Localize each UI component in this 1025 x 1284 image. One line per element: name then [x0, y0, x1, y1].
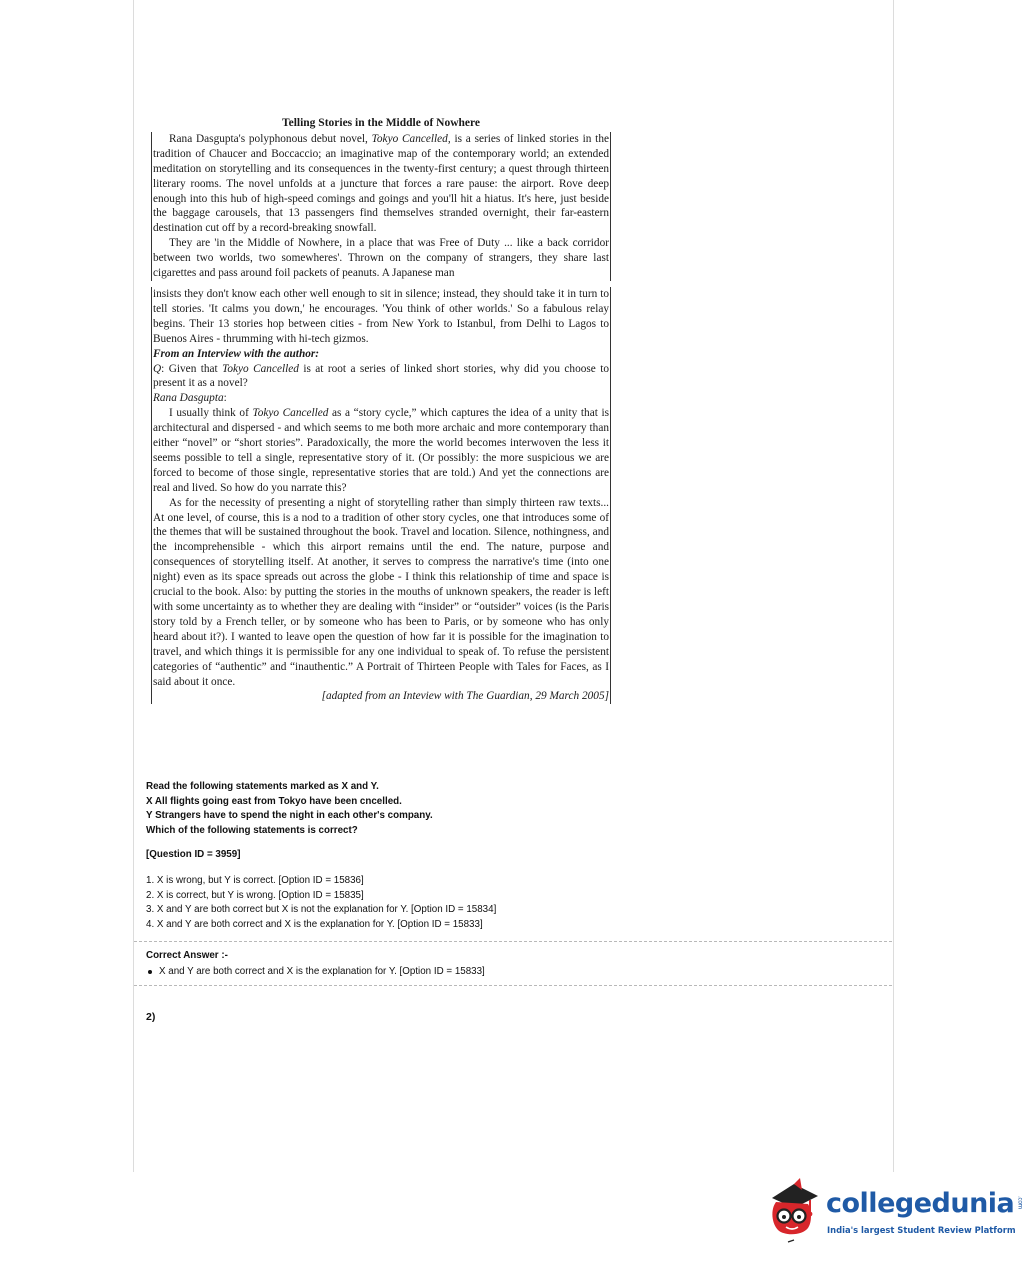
correct-answer-row — [146, 964, 485, 980]
passage-source: [adapted from an Inteview with The Guardian, 29 March 2005] — [321, 690, 609, 703]
passage-box-bottom — [151, 287, 611, 704]
question-statement: Read the following statements marked as X and Y. — [146, 781, 379, 792]
option-1: 1. X is wrong, but Y is correct. [Option ID = 15836] — [146, 874, 364, 886]
option-3: 3. X and Y are both correct but X is not the explanation for Y. [Option ID = 15834] — [146, 904, 497, 916]
mascot-icon — [764, 1176, 826, 1248]
correct-answer-label: Correct Answer :- — [146, 950, 228, 961]
brand-dotcom: .com — [1016, 1196, 1024, 1209]
question-block — [146, 780, 886, 932]
interview-question: Q: Given that Tokyo Cancelled is at root a series of linked short stories, why did you choose to present it as a novel? — [153, 362, 609, 390]
reading-passage — [151, 116, 611, 704]
passage-paragraph-4: I usually think of Tokyo Cancelled as a “story cycle,” which captures the idea of a unity that is architectural and dispersed - and which seems to me both more archaic and more contemporary than either “novel” or “short stories”. Paradoxically, the more the world becomes interwoven the less it seems possible to tell a single, representative story of it. (Or possibly: the more suspicious we are forced to become of those single, representative stories that are told.) And yet the connections are real and lived. So how do you narrate this? — [153, 407, 609, 494]
passage-paragraph-2: They are 'in the Middle of Nowhere, in a place that was Free of Duty ... like a back corridor between two worlds, two somewheres'. Thrown on the company of strangers, they share last cigarettes and pass around foil packets of peanuts. A Japanese man — [153, 237, 609, 280]
passage-box-top — [151, 132, 611, 281]
passage-paragraph-3: insists they don't know each other well enough to sit in silence; instead, they should take it in turn to tell stories. 'It calms you down,' he encourages. 'You think of other worlds.' So a fabulous relay begins. Their 13 stories hop between cities - from New York to Istanbul, from Delhi to Lagos to Buenos Aires - thrumming with hi-tech gizmos. — [153, 287, 609, 345]
question-id: [Question ID = 3959] — [146, 849, 241, 861]
interview-heading: From an Interview with the author: — [153, 347, 320, 360]
correct-answer-text: X and Y are both correct and X is the explanation for Y. [Option ID = 15833] — [159, 966, 485, 977]
question-statement: Y Strangers have to spend the night in each other's company. — [146, 810, 433, 822]
collegedunia-logo — [760, 1176, 1024, 1248]
bullet-icon — [148, 970, 152, 974]
divider — [134, 941, 892, 942]
next-question-number: 2) — [146, 1011, 156, 1023]
brand-tagline: India's largest Student Review Platform — [827, 1225, 1016, 1235]
passage-paragraph-1: Rana Dasgupta's polyphonous debut novel, Tokyo Cancelled, is a series of linked stories in the tradition of Chaucer and Boccaccio; an imaginative map of the contemporary world; an extended meditation on storytelling and its consequences in the twenty-first century; a quest through thirteen literary rooms. The novel unfolds at a juncture that forces a rare pause: the airport. Rove deep enough into this hub of high-speed comings and goings and you'll hit a hiatus. It's here, just beside the baggage carousels, that 13 passengers find themselves stranded overnight, their far-eastern destination cut off by a record-breaking snowfall. — [153, 132, 609, 235]
question-statement: X All flights going east from Tokyo have been cncelled. — [146, 795, 402, 807]
option-4: 4. X and Y are both correct and X is the explanation for Y. [Option ID = 15833] — [146, 918, 483, 930]
option-2: 2. X is correct, but Y is wrong. [Option ID = 15835] — [146, 889, 364, 901]
question-statement: Which of the following statements is correct? — [146, 824, 358, 836]
interview-speaker: Rana Dasgupta: — [153, 392, 227, 405]
divider — [134, 985, 892, 986]
brand-name: collegedunia .com — [826, 1188, 1024, 1219]
passage-paragraph-5: As for the necessity of presenting a night of storytelling rather than simply thirteen raw texts... At one level, of course, this is a nod to a tradition of other story cycles, one that introduces some of the themes that will be sustained throughout the book. Travel and location. Silence, nothingness, and the incomprehensible - which this airport remains until the end. The nature, purpose and consequences of storytelling itself. At another, it serves to compress the narrative's time (into one night) even as its space spreads out across the globe - I think this relationship of time and space is crucial to the book. Also: by putting the stories in the mouths of unknown speakers, the reader is left with some uncertainty as to whether they are dealing with “insider” or “outsider” voices (is the Paris story told by a French teller, or by someone who has been to Paris, or by someone who has only heard about it?). I wanted to leave open the question of how far it is possible for the imagination to travel, and which things it is permissible for any one individual to speak of. To refuse the persistent categories of “authentic” and “inauthentic.” A Portrait of Thirteen People with Tales for Faces, as I said about it once. — [153, 496, 609, 688]
passage-title: Telling Stories in the Middle of Nowhere — [281, 117, 481, 129]
correct-answer-block — [146, 948, 485, 980]
